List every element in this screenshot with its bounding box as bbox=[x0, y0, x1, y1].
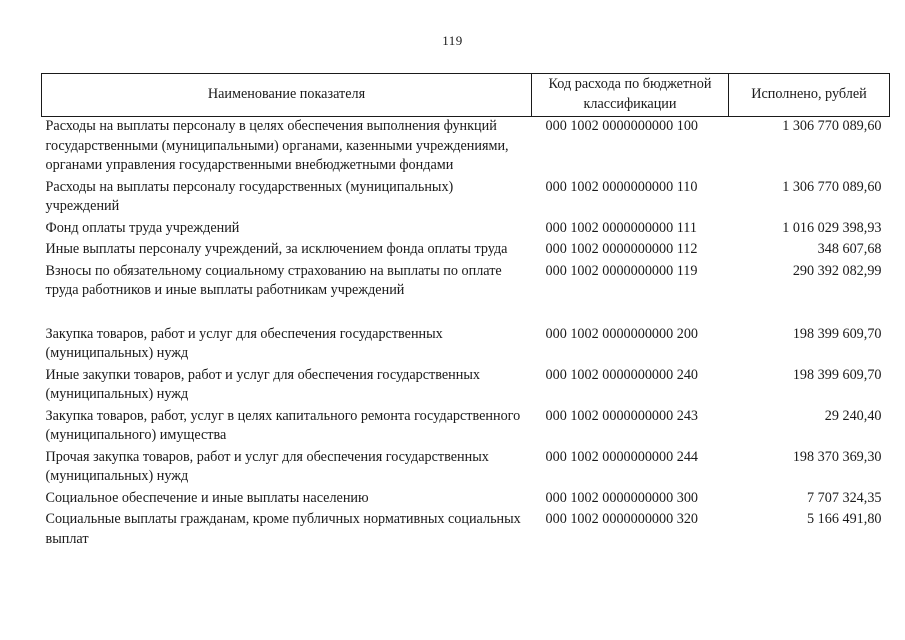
table-row bbox=[42, 448, 890, 489]
row-amount: 1 306 770 089,60 bbox=[782, 118, 882, 134]
row-amount: 1 016 029 398,93 bbox=[782, 219, 882, 236]
row-amount: 7 707 324,35 bbox=[807, 489, 882, 506]
row-name: Фонд оплаты труда учреждений bbox=[45, 219, 240, 236]
row-code: 000 1002 0000000000 119 bbox=[545, 262, 698, 279]
row-amount: 5 166 491,80 bbox=[807, 511, 882, 527]
row-code: 000 1002 0000000000 111 bbox=[545, 219, 697, 236]
expenditure-table bbox=[41, 73, 890, 551]
table-row bbox=[42, 510, 890, 551]
row-amount: 348 607,68 bbox=[817, 241, 882, 257]
row-name: Взносы по обязательному социальному страхованию на выплаты по оплате труда работников и иные выплаты работникам учреждений bbox=[45, 262, 502, 298]
table-header bbox=[42, 74, 890, 117]
table-row bbox=[42, 219, 890, 241]
header-name: Наименование показателя bbox=[42, 74, 532, 117]
table-row bbox=[42, 178, 890, 219]
page-number: 119 bbox=[442, 33, 463, 48]
table-row bbox=[42, 407, 890, 448]
row-code: 000 1002 0000000000 243 bbox=[545, 407, 699, 424]
row-code: 000 1002 0000000000 240 bbox=[545, 366, 699, 383]
row-code: 000 1002 0000000000 110 bbox=[545, 178, 698, 195]
table-row bbox=[42, 489, 890, 511]
row-code: 000 1002 0000000000 320 bbox=[545, 511, 699, 527]
row-name: Прочая закупка товаров, работ и услуг для обеспечения государственных (муниципальных) нужд bbox=[45, 448, 489, 484]
row-code: 000 1002 0000000000 100 bbox=[545, 118, 699, 134]
table-row bbox=[42, 262, 890, 325]
header-code: Код расхода по бюджетной классификации bbox=[532, 74, 729, 117]
table-row bbox=[42, 325, 890, 366]
row-name: Иные выплаты персоналу учреждений, за исключением фонда оплаты труда bbox=[45, 241, 508, 257]
row-name: Иные закупки товаров, работ и услуг для обеспечения государственных (муниципальных) нужд bbox=[45, 366, 480, 402]
row-amount: 198 399 609,70 bbox=[792, 366, 882, 383]
row-name: Расходы на выплаты персоналу в целях обеспечения выполнения функций государственными (муниципальными) органами, казенными учреждениями, органами управления государственными внебюджетными фондами bbox=[45, 118, 509, 173]
table-row bbox=[42, 366, 890, 407]
row-amount: 29 240,40 bbox=[824, 407, 882, 424]
row-amount: 290 392 082,99 bbox=[792, 262, 882, 279]
header-row bbox=[42, 74, 890, 117]
row-code: 000 1002 0000000000 244 bbox=[545, 448, 699, 465]
row-name: Социальные выплаты гражданам, кроме публичных нормативных социальных выплат bbox=[45, 511, 521, 547]
table-row bbox=[42, 117, 890, 178]
row-name: Социальное обеспечение и иные выплаты населению bbox=[45, 489, 369, 506]
row-code: 000 1002 0000000000 300 bbox=[545, 489, 699, 506]
row-name: Расходы на выплаты персоналу государственных (муниципальных) учреждений bbox=[45, 178, 454, 214]
row-code: 000 1002 0000000000 200 bbox=[545, 325, 699, 342]
header-amount: Исполнено, рублей bbox=[729, 74, 890, 117]
table-row bbox=[42, 240, 890, 262]
table-body bbox=[42, 117, 890, 552]
row-name: Закупка товаров, работ, услуг в целях капитального ремонта государственного (муниципального) имущества bbox=[45, 407, 521, 443]
row-code: 000 1002 0000000000 112 bbox=[545, 241, 698, 257]
row-amount: 198 370 369,30 bbox=[792, 448, 882, 465]
row-name: Закупка товаров, работ и услуг для обеспечения государственных (муниципальных) нужд bbox=[45, 325, 443, 361]
row-amount: 198 399 609,70 bbox=[792, 325, 882, 342]
row-amount: 1 306 770 089,60 bbox=[782, 178, 882, 195]
